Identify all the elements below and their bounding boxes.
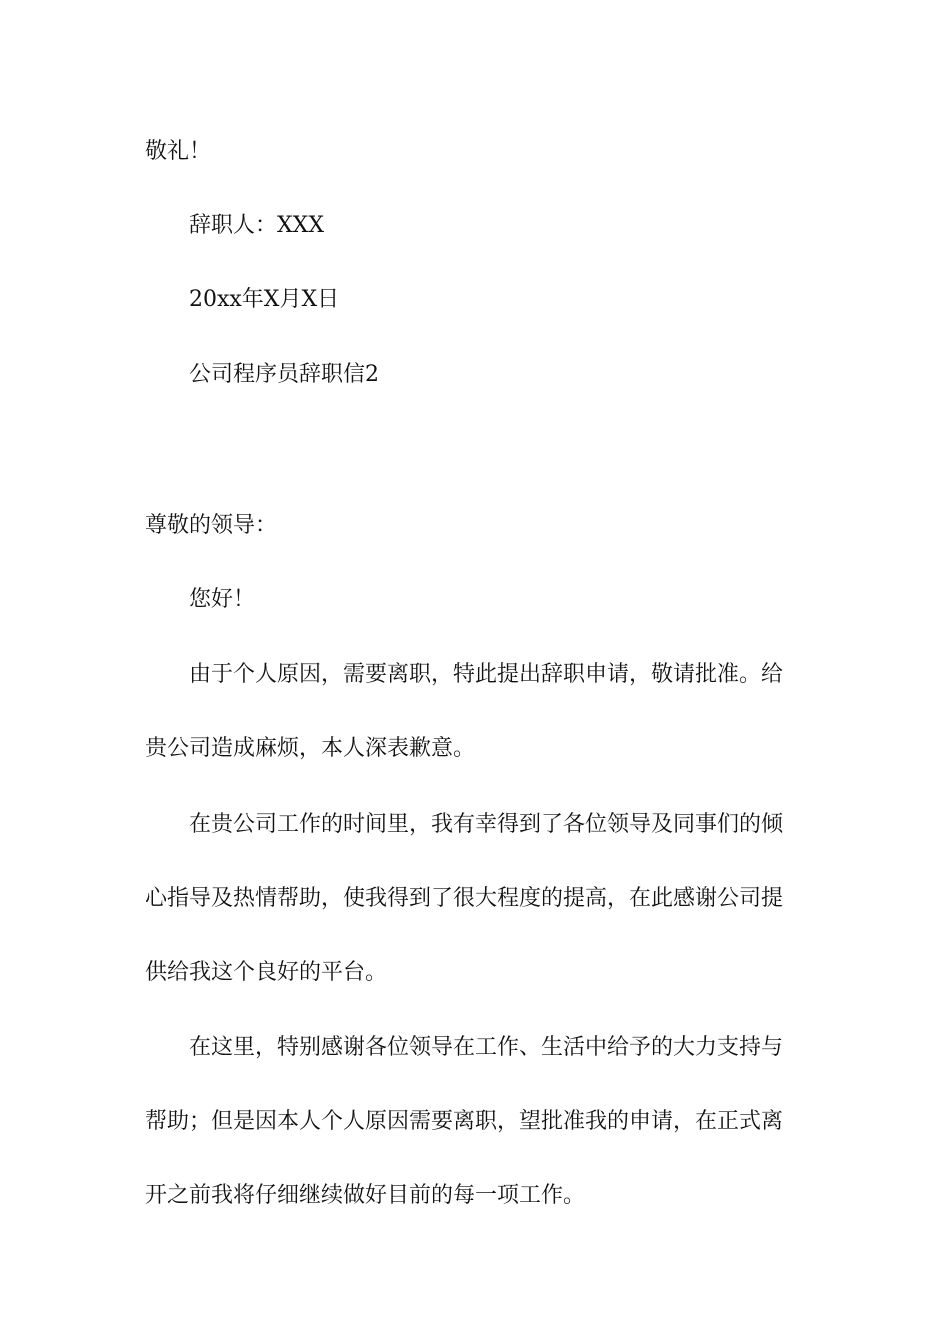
paragraph-line: 开之前我将仔细继续做好目前的每一项工作。 — [145, 1183, 586, 1208]
salutation-line: 尊敬的领导： — [145, 513, 278, 538]
paragraph-line: 由于个人原因，需要离职，特此提出辞职申请，敬请批准。给 — [189, 662, 784, 687]
letter-title: 公司程序员辞职信2 — [189, 362, 379, 387]
greeting-line: 您好！ — [189, 587, 256, 612]
paragraph-line: 供给我这个良好的平台。 — [145, 960, 388, 985]
signer-line: 辞职人：XXX — [189, 213, 324, 238]
paragraph-line: 在贵公司工作的时间里，我有幸得到了各位领导及同事们的倾 — [189, 812, 784, 837]
date-line: 20xx年X月X日 — [189, 287, 340, 312]
paragraph-line: 心指导及热情帮助，使我得到了很大程度的提高，在此感谢公司提 — [145, 886, 784, 911]
paragraph-line: 在这里，特别感谢各位领导在工作、生活中给予的大力支持与 — [189, 1035, 784, 1060]
paragraph-line: 帮助；但是因本人个人原因需要离职，望批准我的申请，在正式离 — [145, 1109, 784, 1134]
paragraph-line: 贵公司造成麻烦，本人深表歉意。 — [145, 736, 476, 761]
closing-line: 敬礼！ — [145, 139, 212, 164]
